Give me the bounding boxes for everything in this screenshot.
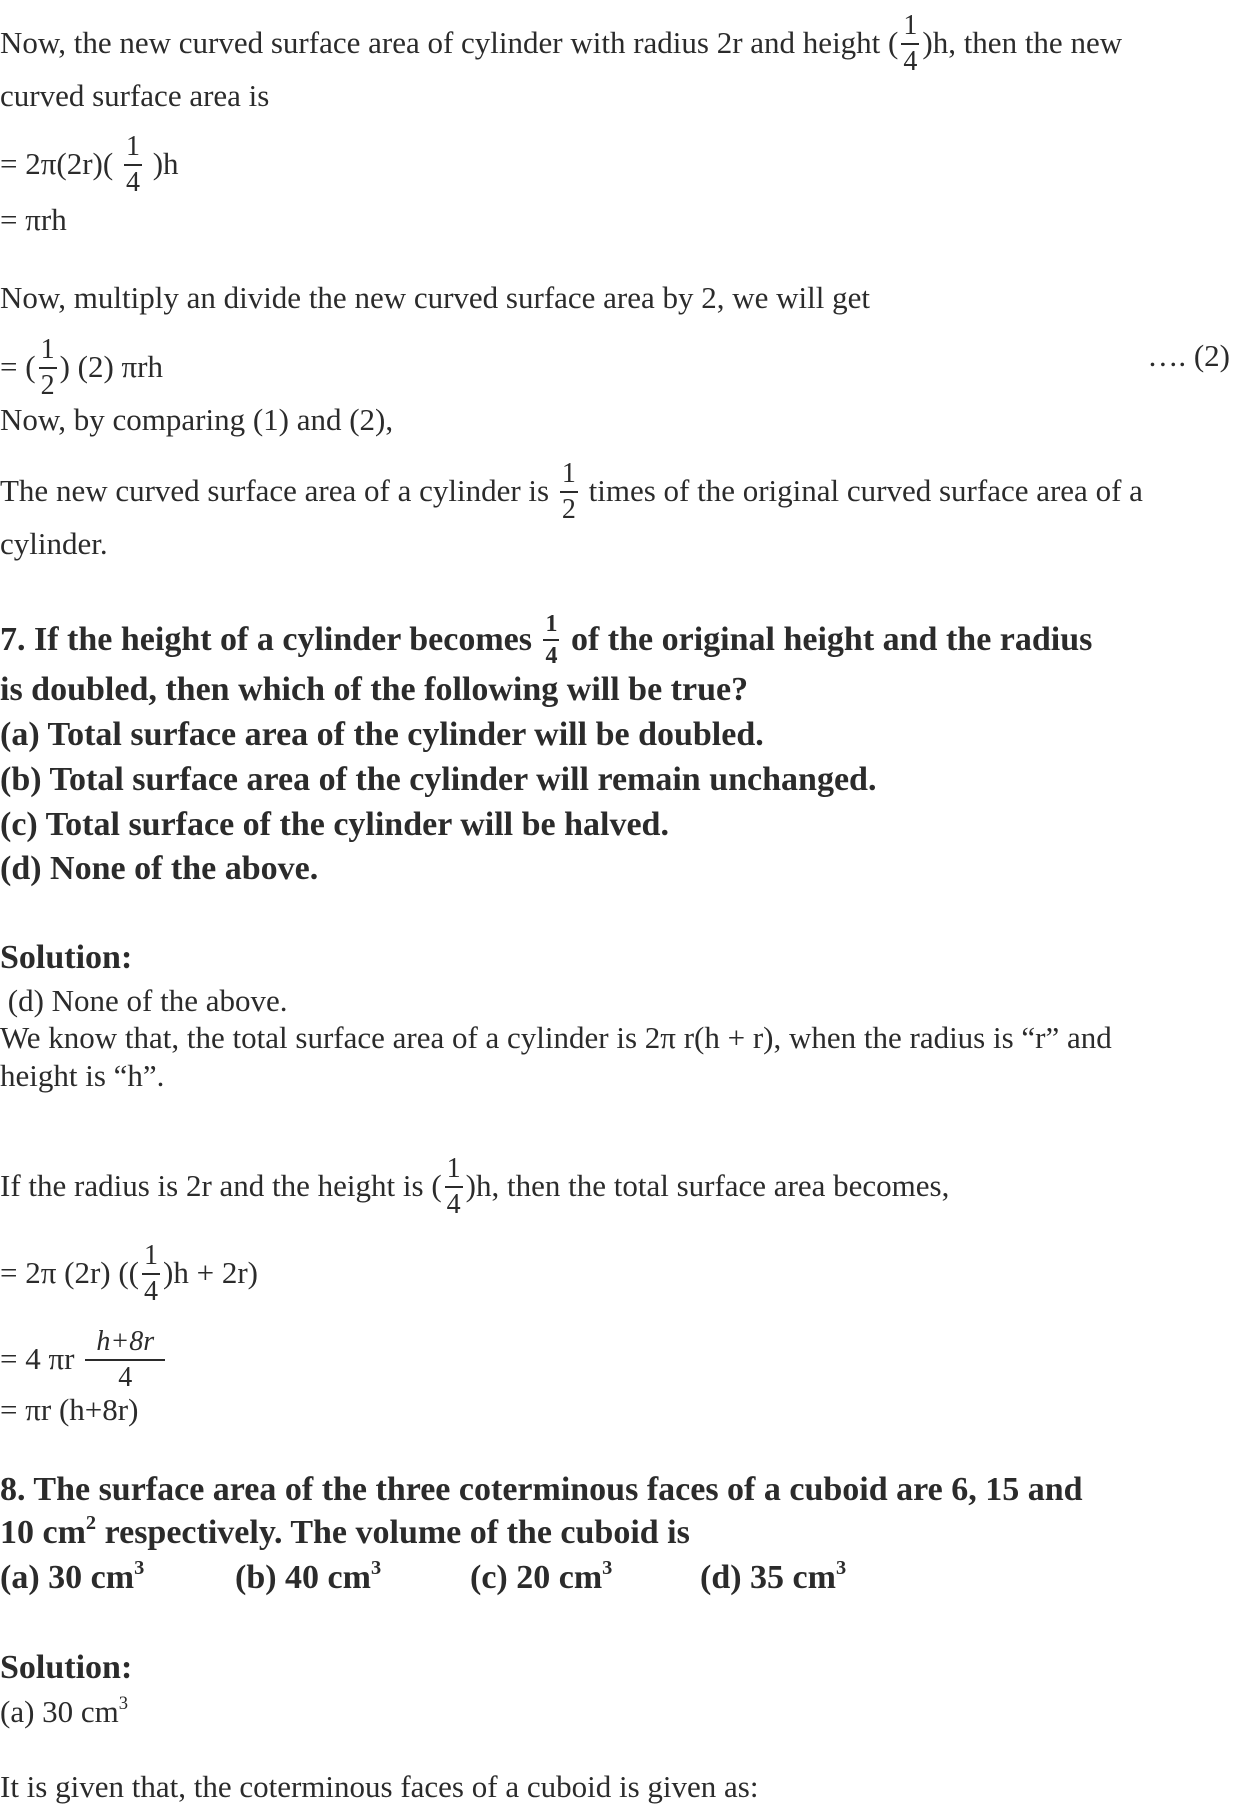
text: Now, the new curved surface area of cylinder with radius 2r and height ( <box>0 25 899 61</box>
equation-pirh: = πrh <box>0 202 67 237</box>
fraction-bar <box>85 1359 165 1361</box>
fraction-one-quarter: $\frac{1}{4}$ <box>545 611 558 669</box>
conclusion-line-2: cylinder. <box>0 526 108 561</box>
q7-answer: (d) None of the above. <box>0 983 288 1018</box>
fraction-one-quarter: $\frac{1}{4}$ <box>125 131 140 198</box>
q7-option-c: (c) Total surface of the cylinder will be halved. <box>0 806 669 843</box>
q8-line-1: 8. The surface area of the three coterminous faces of a cuboid are 6, 15 and <box>0 1471 1083 1508</box>
fraction-one-half: $\frac{1}{2}$ <box>561 458 576 525</box>
intro-line-2: curved surface area is <box>0 78 270 113</box>
q8-option-a: (a) 30 $cm^3$ <box>0 1556 145 1596</box>
fraction-bar <box>560 491 578 493</box>
compare-text: Now, by comparing (1) and (2), <box>0 402 394 437</box>
fraction-one-quarter: $\frac{1}{4}$ <box>903 10 918 77</box>
q7-option-b: (b) Total surface area of the cylinder will remain unchanged. <box>0 761 877 798</box>
q8-option-d: (d) 35 $cm^3$ <box>700 1556 847 1596</box>
q7-step-2: = 4 πr $\frac{h+8r}{4}$ <box>0 1330 168 1394</box>
text: )h, then the new <box>922 25 1123 61</box>
fraction-bar <box>142 1273 160 1275</box>
q7-if-line: If the radius is 2r and the height is ( $\frac{1}{4}$ )h, then the total surface area becomes, <box>0 1153 950 1220</box>
q8-options <box>0 1558 1240 1598</box>
fraction-one-half: $\frac{1}{2}$ <box>40 334 55 401</box>
fraction-bar <box>445 1186 463 1188</box>
conclusion-line-1: The new curved surface area of a cylinder is $\frac{1}{2}$ times of the original curved surface area of a <box>0 458 1143 525</box>
q7-option-d: (d) None of the above. <box>0 850 319 887</box>
equation-2: = ( $\frac{1}{2}$ ) (2) πrh …. (2) <box>0 334 1230 401</box>
fraction-bar <box>39 367 57 369</box>
q7-known-line-2: height is “h”. <box>0 1058 165 1093</box>
q7-line-1: 7. If the height of a cylinder becomes $\frac{1}{4}$ of the original height and the radius <box>0 611 1093 669</box>
q8-line-2: 10 $cm^2$ respectively. The volume of the cuboid is <box>0 1511 690 1551</box>
fraction-bar <box>124 164 142 166</box>
q7-step-3: = πr (h+8r) <box>0 1392 139 1427</box>
equation-reference: …. (2) <box>1147 338 1230 373</box>
q7-line-2: is doubled, then which of the following will be true? <box>0 671 749 708</box>
q8-answer: (a) 30 $cm^3$ <box>0 1692 129 1729</box>
q7-solution-heading: Solution: <box>0 939 133 976</box>
fraction-one-quarter: $\frac{1}{4}$ <box>446 1153 461 1220</box>
fraction-h-plus-8r-over-4: $\frac{h+8r}{4}$ <box>85 1328 165 1392</box>
intro-line-1 <box>0 10 1123 78</box>
q7-step-1: = 2π (2r) (( $\frac{1}{4}$ )h + 2r) <box>0 1240 258 1307</box>
q7-known-line-1: We know that, the total surface area of a cylinder is 2π r(h + r), when the radius is “r” and <box>0 1020 1112 1055</box>
multiply-text: Now, multiply an divide the new curved surface area by 2, we will get <box>0 280 871 315</box>
fraction-bar <box>543 639 559 641</box>
q8-solution-heading: Solution: <box>0 1649 133 1686</box>
fraction-one-quarter: $\frac{1}{4}$ <box>144 1240 159 1307</box>
q7-option-a: (a) Total surface area of the cylinder will be doubled. <box>0 716 764 753</box>
equation-csa: = 2π(2r)( $\frac{1}{4}$ )h <box>0 131 179 198</box>
q8-option-b: (b) 40 $cm^3$ <box>235 1556 382 1596</box>
q8-given-text: It is given that, the coterminous faces of a cuboid is given as: <box>0 1769 759 1804</box>
q8-option-c: (c) 20 $cm^3$ <box>470 1556 613 1596</box>
fraction-bar <box>901 43 919 45</box>
